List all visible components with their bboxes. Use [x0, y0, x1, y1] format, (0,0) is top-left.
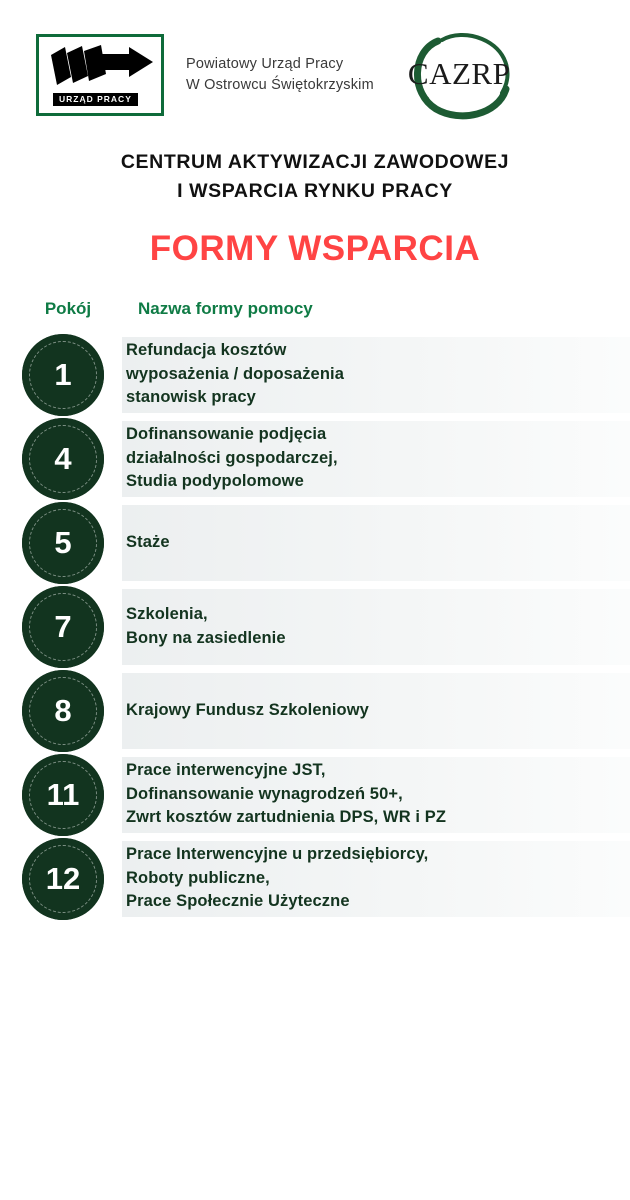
row-text: [126, 759, 446, 831]
row-text-line: Krajowy Fundusz Szkoleniowy: [126, 700, 369, 719]
table-header: [0, 299, 630, 319]
room-badge: 8: [22, 670, 104, 752]
organization-name: [186, 54, 374, 96]
room-badge: 7: [22, 586, 104, 668]
table-row: [0, 585, 630, 669]
row-text: [126, 603, 286, 651]
row-text-line: Dofinansowanie wynagrodzeń 50+,: [126, 784, 403, 803]
table-row: [0, 669, 630, 753]
column-header-room: Pokój: [44, 298, 92, 318]
row-text-line: Roboty publiczne,: [126, 868, 270, 887]
column-header-name: Nazwa formy pomocy: [138, 298, 313, 318]
room-badge: 12: [22, 838, 104, 920]
room-badge: 5: [22, 502, 104, 584]
row-text: [126, 531, 170, 555]
room-badge: 11: [22, 754, 104, 836]
row-text-line: wyposażenia / doposażenia: [126, 364, 344, 383]
row-text-line: Prace Społecznie Użyteczne: [126, 892, 350, 911]
row-text-line: Szkolenia,: [126, 604, 208, 623]
row-background: [122, 505, 630, 581]
row-text-line: działalności gospodarczej,: [126, 448, 338, 467]
row-text-line: Studia podypolomowe: [126, 472, 304, 491]
table-row: [0, 501, 630, 585]
row-text-line: Prace Interwencyjne u przedsiębiorcy,: [126, 844, 429, 863]
row-text: [126, 423, 338, 495]
room-badge: 4: [22, 418, 104, 500]
page-title-line2: I WSPARCIA RYNKU PRACY: [177, 180, 453, 203]
row-text-line: Refundacja kosztów: [126, 340, 287, 359]
page-title: [0, 148, 630, 207]
arrow-logo-icon: [49, 45, 157, 89]
room-badge: 1: [22, 334, 104, 416]
row-text-line: Prace interwencyjne JST,: [126, 760, 326, 779]
row-text-line: Zwrt kosztów zartudnienia DPS, WR i PZ: [126, 808, 447, 827]
row-text-line: Dofinansowanie podjęcia: [126, 424, 327, 443]
page-subtitle: FORMY WSPARCIA: [149, 228, 481, 268]
cazrp-wordmark: CAZRP: [407, 56, 511, 91]
row-text: [126, 339, 344, 411]
logo-label: URZĄD PRACY: [53, 93, 138, 106]
row-text-line: Staże: [126, 532, 170, 551]
support-forms-list: [0, 333, 630, 921]
page-title-line1: CENTRUM AKTYWIZACJI ZAWODOWEJ: [120, 151, 510, 173]
org-name-line2: W Ostrowcu Świętokrzyskim: [186, 77, 374, 93]
org-name-line1: Powiatowy Urząd Pracy: [186, 55, 344, 72]
table-row: [0, 333, 630, 417]
urzad-pracy-logo: [36, 34, 164, 116]
header: [0, 0, 630, 110]
row-text-line: stanowisk pracy: [126, 388, 256, 407]
cazrp-logo: [398, 29, 538, 121]
table-row: [0, 837, 630, 921]
row-text: [126, 843, 428, 915]
row-text: [126, 699, 369, 723]
table-row: [0, 417, 630, 501]
row-text-line: Bony na zasiedlenie: [126, 628, 286, 647]
table-row: [0, 753, 630, 837]
